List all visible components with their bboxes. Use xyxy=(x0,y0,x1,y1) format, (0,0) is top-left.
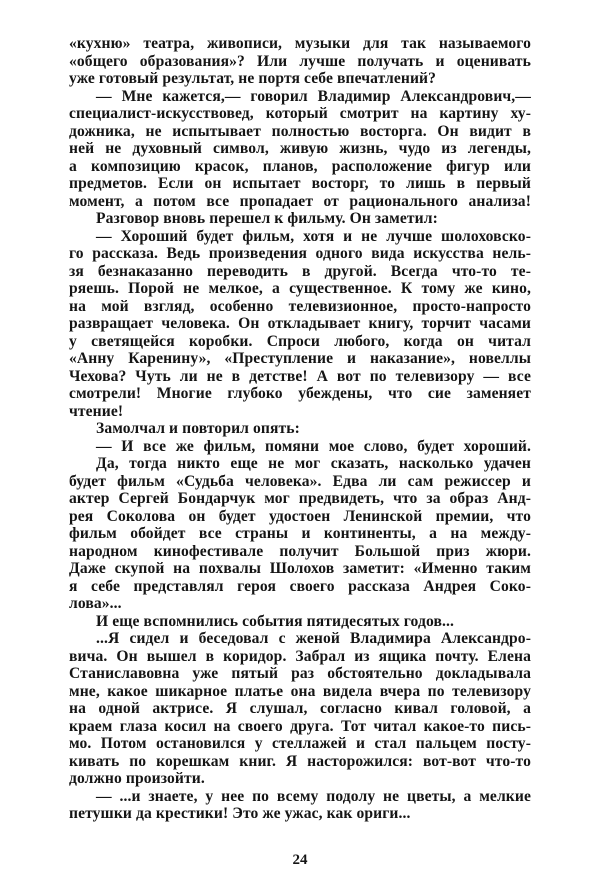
text-line: развращает человека. Он откладывает книгу, торчит часами xyxy=(69,315,531,332)
page-number: 24 xyxy=(292,852,308,868)
text-line: И еще вспомнились события пятидесятых годов... xyxy=(96,612,455,630)
paragraph xyxy=(69,228,531,421)
text-line: будет фильм «Судьба человека». Едва ли сам режиссер и xyxy=(69,472,531,490)
text-line: — И все же фильм, помяни мое слово, будет хороший. xyxy=(96,437,531,455)
text-line: ней не духовный символ, живую жизнь, чудо из легенды, xyxy=(69,140,531,157)
text-line: мне, какое шикарное платье она видела вчера по телевизору xyxy=(69,682,531,700)
text-line: ряешь. Порой не мелкое, а существенное. К тому же кино, xyxy=(69,280,531,297)
text-line: ...Я сидел и беседовал с женой Владимира Александро- xyxy=(96,630,531,647)
text-line: зя безнаказанно переводить в другой. Всегда что-то те- xyxy=(69,262,531,280)
paragraph xyxy=(69,35,531,88)
text-line: Чехова? Чуть ли не в детстве! А вот по телевизору — все xyxy=(69,367,531,385)
text-line: мо. Потом остановился у стеллажей и стал пальцем посту- xyxy=(69,735,531,752)
text-line: «общего образования»? Или лучше получать и оценивать xyxy=(69,52,531,70)
text-line: Разговор вновь перешел к фильму. Он заметил: xyxy=(96,210,438,227)
text-line: специалист-искусствовед, который смотрит на картину ху- xyxy=(69,105,531,122)
text-line: рея Соколова он будет удостоен Ленинской премии, что xyxy=(69,507,531,525)
text-line: смотрели! Многие глубоко убеждены, что сие заменяет xyxy=(69,385,531,402)
text-line: народном кинофестивале получит Большой приз жюри. xyxy=(69,542,531,560)
text-line: «Анну Каренину», «Преступление и наказание», новеллы xyxy=(69,350,531,367)
paragraph xyxy=(69,420,531,438)
paragraph xyxy=(69,788,531,823)
text-line: дожника, не испытывает полностью восторга. Он видит в xyxy=(69,122,531,140)
text-line: — Хороший будет фильм, хотя и не лучше шолоховско- xyxy=(96,227,531,245)
text-line: Да, тогда никто еще не мог сказать, насколько удачен xyxy=(96,455,531,472)
page-text xyxy=(69,35,531,823)
text-line: «кухню» театра, живописи, музыки для так называемого xyxy=(69,35,531,52)
text-line: Замолчал и повторил опять: xyxy=(96,420,300,437)
text-line: чтение! xyxy=(69,402,124,420)
text-line: кивать по корешкам книг. Я насторожился: вот-вот что-то xyxy=(69,752,531,770)
paragraph xyxy=(69,455,531,613)
text-line: краем глаза косил на своего друга. Тот читал какое-то пись- xyxy=(69,717,531,735)
text-line: лова»... xyxy=(69,595,122,612)
text-line: предметов. Если он испытает восторг, то лишь в первый xyxy=(69,175,531,192)
paragraph xyxy=(69,88,531,211)
text-line: Станиславовна уже пятый раз обстоятельно докладывала xyxy=(69,665,531,682)
text-line: у светящейся коробки. Спроси любого, когда он читал xyxy=(69,332,531,350)
text-line: а композицию красок, планов, расположение фигур или xyxy=(69,157,531,175)
paragraph xyxy=(69,438,531,456)
text-line: актер Сергей Бондарчук мог предвидеть, что за образ Анд- xyxy=(69,490,531,507)
text-line: на мой взгляд, особенно телевизионное, просто-напросто xyxy=(69,297,531,315)
text-line: фильм обойдет все страны и континенты, а на между- xyxy=(69,525,531,542)
text-line: — ...и знаете, у нее по всему подолу не цветы, а мелкие xyxy=(96,787,531,805)
text-line: я себе представлял героя своего рассказа Андрея Соко- xyxy=(69,577,531,595)
text-line: уже готовый результат, не портя себе впечатлений? xyxy=(69,70,437,87)
text-line: момент, а потом все пропадает от рационального анализа! xyxy=(69,192,531,210)
text-line: — Мне кажется,— говорил Владимир Александрович,— xyxy=(96,87,531,105)
text-line: на одной актрисе. Я слушал, согласно кивал головой, а xyxy=(69,700,531,717)
text-line: Даже скупой на похвалы Шолохов заметит: «Именно таким xyxy=(69,560,531,577)
text-line: должно произойти. xyxy=(69,770,205,787)
paragraph xyxy=(69,613,531,631)
paragraph xyxy=(69,630,531,788)
paragraph xyxy=(69,210,531,228)
text-line: петушки да крестики! Это же ужас, как ориги... xyxy=(69,805,411,822)
text-line: го рассказа. Ведь произведения одного вида искусства нель- xyxy=(69,245,531,262)
text-line: вича. Он вышел в коридор. Забрал из ящика почту. Елена xyxy=(69,647,531,665)
